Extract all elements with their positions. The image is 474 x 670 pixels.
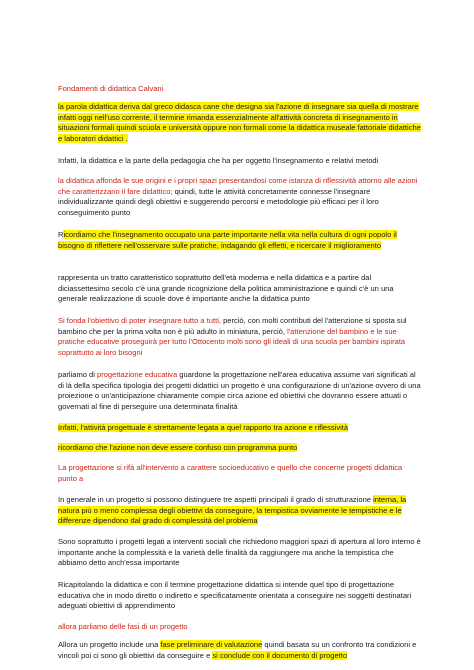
paragraph-10: La progettazione si rifà all'intervento a carattere socioeducativo e quello che concerne progetti didattica punto a xyxy=(58,463,403,483)
paragraph-5: rappresenta un tratto caratteristico soprattutto dell'età moderna e nella didattica e a partire dal diciassettesimo secolo c'è una grande ricognizione della politica amministrazione e quindi c'è un una generale realizzazione di scuole dove è importante anche la didattica punto xyxy=(58,273,394,304)
paragraph-3: la didattica affonda le sue origini e i propri spazi presentandosi come istanza di riflessività attorno alle azioni che caratterizzano il fare didattico; quindi, tutte le attività concretamente connesse l'insegnare individualizzante quindi degli obiettivi e suggerendo percorsi e metodologie più efficaci per il loro conseguimento punto xyxy=(58,176,418,217)
paragraph-12: Sono soprattutto i progetti legati a interventi sociali che richiedono maggiori spazi di apertura al loro interno è importante anche la complessità e la varietà delle finalità da raggiungere ma anche la tempistica che abbiamo detto anch'essa importante xyxy=(58,537,421,568)
paragraph-14: allora parliamo delle fasi di un progetto xyxy=(58,622,188,631)
paragraph-7: parliamo di progettazione educativa guardone la progettazione nell'area educativa assume vari significati al di là della specifica tipologia dei progetti didattici un progetto è una configurazione di un'azione ovvero di una proiezione o un'anticipazione chiaramente compie circa azione ed obiettivi che dovranno essere attuati o governati al fine di perseguire una determinata finalità xyxy=(58,370,421,411)
paragraph-8: Infatti, l'attività progettuale è strettamente legata a quel rapporto tra azione e riflessività xyxy=(58,423,349,432)
paragraph-1: la parola didattica deriva dal greco didasca cane che designa sia l'azione di insegnare sia quella di mostrare infatti oggi nell'uso corrente, il termine rimanda essenzialmente all'attività concreta di insegnamento in situazioni formali quindi scuola e università oppure non formali come la didattica museale fattoriale didattiche e laboratori didattici . xyxy=(58,102,421,143)
paragraph-15: Allora un progetto include una fase preliminare di valutazione quindi basata su un confronto tra condizioni e vincoli poi ci sono gli obiettivi da conseguire e si conclude con il documento di progetto xyxy=(58,640,417,660)
paragraph-4: Ricordiamo che l'insegnamento occupato una parte importante nella vita nella cultura di ogni popolo il bisogno di riflettere nell'osservare sulle pratiche, indagando gli effetti, e ricercare il miglioramento xyxy=(58,230,397,250)
paragraph-9: ricordiamo che l'azione non deve essere confuso con programma punto xyxy=(58,443,298,452)
paragraph-2: Infatti, la didattica e la parte della pedagogia che ha per oggetto l'insegnamento e relativi metodi xyxy=(58,156,379,165)
document-title: Fondamenti di didattica Calvani xyxy=(58,84,164,93)
paragraph-6: Si fonda l'obiettivo di poter insegnare tutto a tutti, perciò, con molti contributi del l'attenzione si sposta sul bambino che per la prima volta non è più adulto in miniatura, perciò, l'attenzione del bambino e le sue pratiche educative proseguirà per tutto l'Ottocento molti sono gli ideali di una scuola per bambini ispirata soprattutto ai loro bisogni xyxy=(58,316,407,357)
paragraph-11: In generale in un progetto si possono distinguere tre aspetti principali il grado di strutturazione interna, la natura più o meno complessa degli obiettivi da conseguire, la tempistica ovviamente le tempistiche e le differenze dipendono dal grado di complessità del problema xyxy=(58,495,407,526)
paragraph-13: Ricapitolando la didattica e con il termine progettazione didattica si intende quel tipo di progettazione educativa che in modo diretto o indiretto e specificatamente orientata a conseguire nei soggetti destinatari adeguati obiettivi di apprendimento xyxy=(58,580,412,611)
